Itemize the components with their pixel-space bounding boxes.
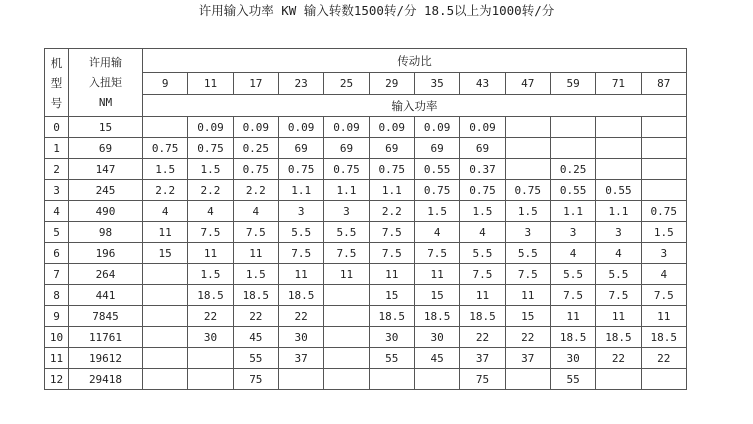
power-cell — [188, 369, 233, 390]
power-cell: 3 — [550, 222, 595, 243]
power-cell: 69 — [369, 138, 414, 159]
power-cell: 1.5 — [505, 201, 550, 222]
torque-cell: 7845 — [69, 306, 143, 327]
power-cell: 7.5 — [414, 243, 459, 264]
power-cell — [550, 117, 595, 138]
power-cell: 15 — [369, 285, 414, 306]
power-cell — [641, 180, 686, 201]
power-cell: 2.2 — [369, 201, 414, 222]
power-cell: 3 — [596, 222, 641, 243]
model-number-cell: 8 — [45, 285, 69, 306]
torque-cell: 196 — [69, 243, 143, 264]
power-cell: 11 — [641, 306, 686, 327]
torque-cell: 490 — [69, 201, 143, 222]
torque-label-3: NM — [98, 95, 113, 109]
power-cell: 55 — [233, 348, 278, 369]
model-number-cell: 10 — [45, 327, 69, 348]
power-cell: 2.2 — [143, 180, 188, 201]
model-number-cell: 2 — [45, 159, 69, 180]
model-number-cell: 4 — [45, 201, 69, 222]
power-cell — [143, 369, 188, 390]
power-cell — [414, 369, 459, 390]
power-cell: 0.37 — [460, 159, 505, 180]
power-cell — [143, 264, 188, 285]
table-row — [45, 117, 687, 138]
power-cell: 0.75 — [324, 159, 369, 180]
power-cell — [143, 327, 188, 348]
power-cell: 11 — [460, 285, 505, 306]
power-cell: 11 — [505, 285, 550, 306]
power-cell — [505, 159, 550, 180]
table-row — [45, 222, 687, 243]
power-cell: 75 — [460, 369, 505, 390]
torque-header — [69, 49, 143, 117]
table-row — [45, 180, 687, 201]
power-cell: 0.09 — [233, 117, 278, 138]
table-row — [45, 327, 687, 348]
torque-cell: 264 — [69, 264, 143, 285]
power-cell: 45 — [233, 327, 278, 348]
power-cell: 7.5 — [641, 285, 686, 306]
power-cell: 30 — [550, 348, 595, 369]
model-number-cell: 6 — [45, 243, 69, 264]
power-cell: 0.09 — [414, 117, 459, 138]
power-cell: 1.1 — [369, 180, 414, 201]
power-cell: 22 — [460, 327, 505, 348]
ratio-header-cell: 47 — [505, 73, 550, 95]
power-cell — [550, 138, 595, 159]
power-cell — [324, 327, 369, 348]
power-cell: 18.5 — [369, 306, 414, 327]
power-cell: 30 — [369, 327, 414, 348]
torque-cell: 15 — [69, 117, 143, 138]
power-cell: 22 — [505, 327, 550, 348]
power-cell: 11 — [143, 222, 188, 243]
power-cell: 3 — [641, 243, 686, 264]
power-cell: 4 — [550, 243, 595, 264]
ratio-header-cell: 11 — [188, 73, 233, 95]
power-cell: 0.09 — [369, 117, 414, 138]
power-cell: 22 — [641, 348, 686, 369]
power-cell: 5.5 — [278, 222, 323, 243]
power-cell: 30 — [414, 327, 459, 348]
torque-cell: 245 — [69, 180, 143, 201]
power-cell: 0.75 — [505, 180, 550, 201]
power-cell: 69 — [324, 138, 369, 159]
power-cell: 1.1 — [278, 180, 323, 201]
power-cell: 11 — [596, 306, 641, 327]
ratio-group-header: 传动比 — [143, 49, 687, 73]
power-cell: 4 — [143, 201, 188, 222]
power-cell: 11 — [414, 264, 459, 285]
power-cell: 3 — [278, 201, 323, 222]
table-row — [45, 159, 687, 180]
power-cell: 7.5 — [550, 285, 595, 306]
power-cell: 11 — [369, 264, 414, 285]
power-cell: 1.1 — [596, 201, 641, 222]
power-cell: 18.5 — [641, 327, 686, 348]
torque-cell: 69 — [69, 138, 143, 159]
power-cell: 4 — [641, 264, 686, 285]
ratio-header-cell: 71 — [596, 73, 641, 95]
power-cell: 18.5 — [233, 285, 278, 306]
power-cell — [188, 348, 233, 369]
table-row — [45, 369, 687, 390]
power-cell: 0.75 — [278, 159, 323, 180]
power-cell: 4 — [233, 201, 278, 222]
power-cell: 30 — [278, 327, 323, 348]
power-cell: 55 — [369, 348, 414, 369]
power-cell: 0.25 — [233, 138, 278, 159]
power-cell: 45 — [414, 348, 459, 369]
power-cell: 15 — [505, 306, 550, 327]
power-cell: 3 — [505, 222, 550, 243]
model-number-cell: 1 — [45, 138, 69, 159]
power-cell: 18.5 — [414, 306, 459, 327]
power-cell: 22 — [596, 348, 641, 369]
power-cell: 0.75 — [641, 201, 686, 222]
power-cell: 11 — [188, 243, 233, 264]
table-row — [45, 285, 687, 306]
power-cell: 7.5 — [278, 243, 323, 264]
power-cell: 0.55 — [596, 180, 641, 201]
power-cell: 0.75 — [233, 159, 278, 180]
power-cell — [143, 285, 188, 306]
ratio-header-cell: 29 — [369, 73, 414, 95]
model-number-cell: 9 — [45, 306, 69, 327]
power-cell: 55 — [550, 369, 595, 390]
power-cell: 0.75 — [460, 180, 505, 201]
power-cell: 15 — [414, 285, 459, 306]
power-cell: 7.5 — [460, 264, 505, 285]
power-cell: 3 — [324, 201, 369, 222]
power-cell: 4 — [460, 222, 505, 243]
power-cell: 7.5 — [324, 243, 369, 264]
power-cell: 0.55 — [414, 159, 459, 180]
power-cell: 0.75 — [369, 159, 414, 180]
ratio-header-cell: 87 — [641, 73, 686, 95]
power-cell: 0.09 — [324, 117, 369, 138]
power-cell: 4 — [414, 222, 459, 243]
power-cell: 1.5 — [641, 222, 686, 243]
power-cell: 1.5 — [414, 201, 459, 222]
torque-label-2: 入扭矩 — [89, 75, 122, 89]
power-cell: 1.5 — [143, 159, 188, 180]
power-cell: 1.5 — [188, 159, 233, 180]
table-row — [45, 201, 687, 222]
power-cell: 0.09 — [188, 117, 233, 138]
ratio-header-cell: 43 — [460, 73, 505, 95]
power-cell — [596, 117, 641, 138]
table-row — [45, 306, 687, 327]
power-cell — [596, 159, 641, 180]
power-cell — [641, 369, 686, 390]
power-cell: 18.5 — [278, 285, 323, 306]
power-cell: 1.5 — [188, 264, 233, 285]
power-cell: 15 — [143, 243, 188, 264]
power-cell: 0.09 — [460, 117, 505, 138]
table-caption: 许用输入功率 KW 输入转数1500转/分 18.5以上为1000转/分 — [198, 3, 555, 18]
power-cell: 18.5 — [550, 327, 595, 348]
power-cell — [278, 369, 323, 390]
table-body — [45, 117, 687, 390]
model-number-header — [45, 49, 69, 117]
table-row — [45, 264, 687, 285]
power-cell: 11 — [324, 264, 369, 285]
table-row — [45, 348, 687, 369]
ratio-header-cell: 59 — [550, 73, 595, 95]
power-cell — [641, 159, 686, 180]
table-row — [45, 138, 687, 159]
power-cell — [324, 285, 369, 306]
power-cell: 0.75 — [143, 138, 188, 159]
power-cell — [505, 117, 550, 138]
power-cell: 22 — [188, 306, 233, 327]
power-cell: 4 — [596, 243, 641, 264]
power-cell: 69 — [278, 138, 323, 159]
power-cell — [596, 138, 641, 159]
power-cell: 37 — [505, 348, 550, 369]
power-cell: 1.1 — [550, 201, 595, 222]
power-cell: 0.75 — [414, 180, 459, 201]
power-cell — [505, 138, 550, 159]
power-cell: 22 — [278, 306, 323, 327]
table-row — [45, 243, 687, 264]
power-cell: 5.5 — [460, 243, 505, 264]
torque-cell: 147 — [69, 159, 143, 180]
power-group-header: 输入功率 — [143, 95, 687, 117]
power-cell — [324, 306, 369, 327]
power-cell: 0.55 — [550, 180, 595, 201]
power-cell — [324, 369, 369, 390]
power-cell — [369, 369, 414, 390]
power-cell: 69 — [460, 138, 505, 159]
power-cell — [641, 138, 686, 159]
torque-cell: 98 — [69, 222, 143, 243]
model-number-cell: 0 — [45, 117, 69, 138]
model-label-3: 号 — [50, 95, 63, 110]
power-cell: 1.1 — [324, 180, 369, 201]
torque-label-1: 许用输 — [89, 55, 122, 69]
power-cell: 69 — [414, 138, 459, 159]
power-cell: 7.5 — [369, 243, 414, 264]
power-cell — [641, 117, 686, 138]
power-cell — [143, 117, 188, 138]
torque-cell: 19612 — [69, 348, 143, 369]
model-number-cell: 12 — [45, 369, 69, 390]
power-cell: 7.5 — [596, 285, 641, 306]
ratio-header-cell: 17 — [233, 73, 278, 95]
power-cell: 5.5 — [505, 243, 550, 264]
torque-cell: 11761 — [69, 327, 143, 348]
power-cell: 37 — [278, 348, 323, 369]
power-cell: 4 — [188, 201, 233, 222]
model-number-cell: 3 — [45, 180, 69, 201]
power-cell: 18.5 — [188, 285, 233, 306]
model-label-1: 机 — [50, 55, 63, 70]
ratio-header-cell: 35 — [414, 73, 459, 95]
model-number-cell: 7 — [45, 264, 69, 285]
power-cell: 37 — [460, 348, 505, 369]
power-cell — [505, 369, 550, 390]
torque-cell: 29418 — [69, 369, 143, 390]
power-cell: 7.5 — [369, 222, 414, 243]
power-cell: 7.5 — [505, 264, 550, 285]
model-number-cell: 11 — [45, 348, 69, 369]
power-cell: 22 — [233, 306, 278, 327]
power-cell: 11 — [278, 264, 323, 285]
ratio-header-cell: 23 — [278, 73, 323, 95]
ratio-header-cell: 25 — [324, 73, 369, 95]
power-cell: 0.25 — [550, 159, 595, 180]
power-cell: 11 — [233, 243, 278, 264]
model-label-2: 型 — [50, 75, 63, 90]
power-cell: 0.09 — [278, 117, 323, 138]
ratio-header-cell: 9 — [143, 73, 188, 95]
power-cell — [324, 348, 369, 369]
power-cell: 11 — [550, 306, 595, 327]
power-cell: 2.2 — [233, 180, 278, 201]
power-cell: 7.5 — [188, 222, 233, 243]
power-rating-table — [44, 48, 687, 390]
power-cell: 2.2 — [188, 180, 233, 201]
power-cell: 7.5 — [233, 222, 278, 243]
model-number-cell: 5 — [45, 222, 69, 243]
power-cell: 1.5 — [460, 201, 505, 222]
power-cell — [143, 306, 188, 327]
power-cell — [143, 348, 188, 369]
power-cell: 18.5 — [460, 306, 505, 327]
torque-cell: 441 — [69, 285, 143, 306]
power-cell: 75 — [233, 369, 278, 390]
power-cell: 5.5 — [550, 264, 595, 285]
power-cell: 18.5 — [596, 327, 641, 348]
power-cell: 5.5 — [324, 222, 369, 243]
power-cell: 0.75 — [188, 138, 233, 159]
power-cell: 30 — [188, 327, 233, 348]
power-cell: 1.5 — [233, 264, 278, 285]
power-cell — [596, 369, 641, 390]
power-cell: 5.5 — [596, 264, 641, 285]
